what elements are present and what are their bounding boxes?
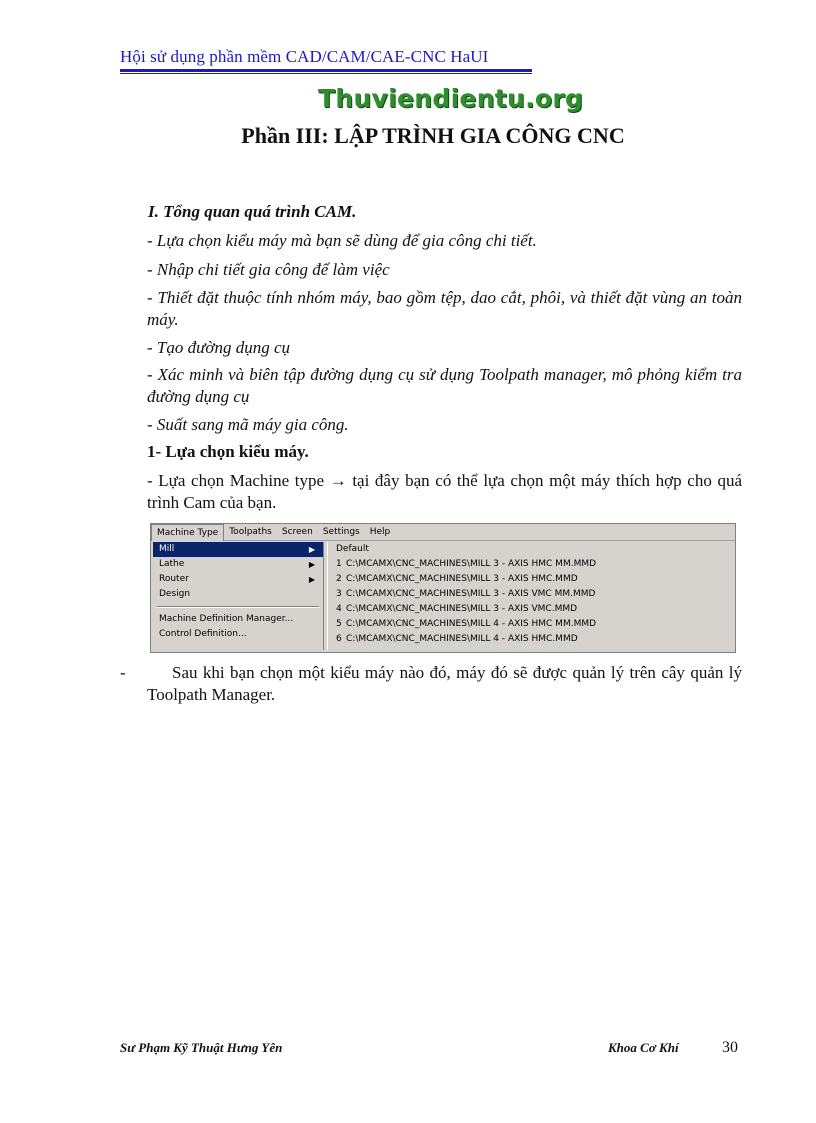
overview-item: - Nhập chi tiết gia công để làm việc [147, 260, 390, 279]
page-title: Phần III: LẬP TRÌNH GIA CÔNG CNC [241, 123, 625, 148]
menu-help[interactable]: Help [369, 527, 391, 537]
overview-item: - Thiết đặt thuộc tính nhóm máy, bao gồm tệp, dao cắt, phôi, và thiết đặt vùng an toàn máy. [147, 288, 742, 329]
submenu-arrow-icon: ▶ [308, 560, 315, 569]
mill-file-number: 1 [336, 559, 342, 569]
control-definition[interactable]: Control Definition... [159, 629, 247, 639]
mill-file-number: 3 [336, 589, 342, 599]
mill-file-item[interactable] [328, 557, 733, 572]
machine-type-label: Router [159, 574, 189, 584]
mill-submenu [327, 542, 733, 650]
menu-toolpaths[interactable]: Toolpaths [229, 527, 272, 537]
subsection-paragraph: - Lựa chọn Machine type → tại đây bạn có thể lựa chọn một máy thích hợp cho quá trình Cam của bạn. [147, 471, 742, 512]
mill-file-item[interactable] [328, 587, 733, 602]
machine-type-dropdown [153, 542, 324, 650]
header-rule [120, 69, 532, 74]
machine-type-lathe[interactable] [153, 557, 323, 572]
overview-item: - Lựa chọn kiểu máy mà bạn sẽ dùng để gia công chi tiết. [147, 231, 537, 250]
footer-school: Sư Phạm Kỹ Thuật Hưng Yên [120, 1040, 283, 1055]
overview-item: - Tạo đường dụng cụ [147, 338, 291, 357]
section-heading: I. Tổng quan quá trình CAM. [148, 202, 357, 221]
mill-file-path: C:\MCAMX\CNC_MACHINES\MILL 3 - AXIS HMC MM.MMD [346, 559, 597, 569]
mill-file-number: 6 [336, 634, 342, 644]
mill-file-item[interactable] [328, 602, 733, 617]
bullet-dash: - [120, 663, 126, 682]
menu-settings[interactable]: Settings [322, 527, 360, 537]
subsection-heading: 1- Lựa chọn kiểu máy. [147, 442, 309, 461]
overview-item: - Xác minh và biên tập đường dụng cụ sử dụng Toolpath manager, mô phỏng kiểm tra đường dụng cụ [147, 365, 742, 406]
mill-file-number: 4 [336, 604, 342, 614]
menu-screenshot [150, 523, 736, 653]
mill-file-item[interactable] [328, 572, 733, 587]
menu-machine-type[interactable]: Machine Type [151, 524, 224, 541]
submenu-arrow-icon: ▶ [308, 545, 315, 554]
machine-definition-manager[interactable]: Machine Definition Manager... [159, 614, 294, 624]
menu-separator [157, 606, 319, 608]
mill-file-path: C:\MCAMX\CNC_MACHINES\MILL 3 - AXIS VMC MM.MMD [346, 589, 596, 599]
mill-file-number: 2 [336, 574, 342, 584]
mill-default[interactable]: Default [336, 544, 369, 554]
machine-type-label: Design [159, 589, 191, 599]
submenu-arrow-icon: ▶ [308, 575, 315, 584]
mill-file-path: C:\MCAMX\CNC_MACHINES\MILL 4 - AXIS HMC.MMD [346, 634, 578, 644]
machine-type-design[interactable] [153, 587, 323, 602]
mill-file-item[interactable] [328, 617, 733, 632]
menubar [151, 524, 735, 541]
watermark-logo: Thuviendientu.org [318, 84, 584, 113]
menu-screen[interactable]: Screen [281, 527, 313, 537]
machine-type-router[interactable] [153, 572, 323, 587]
mill-file-path: C:\MCAMX\CNC_MACHINES\MILL 3 - AXIS VMC.MMD [346, 604, 578, 614]
mill-file-item[interactable] [328, 632, 733, 647]
overview-item: - Suất sang mã máy gia công. [147, 415, 349, 434]
footer-department: Khoa Cơ Khí [608, 1040, 679, 1055]
after-paragraph: Sau khi bạn chọn một kiểu máy nào đó, máy đó sẽ được quản lý trên cây quản lý Toolpath Manager. [147, 663, 742, 704]
machine-type-mill[interactable] [153, 542, 323, 557]
machine-type-label: Lathe [159, 559, 185, 569]
page-number: 30 [722, 1039, 738, 1056]
mill-file-path: C:\MCAMX\CNC_MACHINES\MILL 3 - AXIS HMC.MMD [346, 574, 578, 584]
mill-file-number: 5 [336, 619, 342, 629]
mill-file-path: C:\MCAMX\CNC_MACHINES\MILL 4 - AXIS HMC MM.MMD [346, 619, 597, 629]
machine-type-label: Mill [159, 544, 175, 554]
header-organization: Hội sử dụng phần mềm CAD/CAM/CAE-CNC HaUI [120, 47, 489, 66]
